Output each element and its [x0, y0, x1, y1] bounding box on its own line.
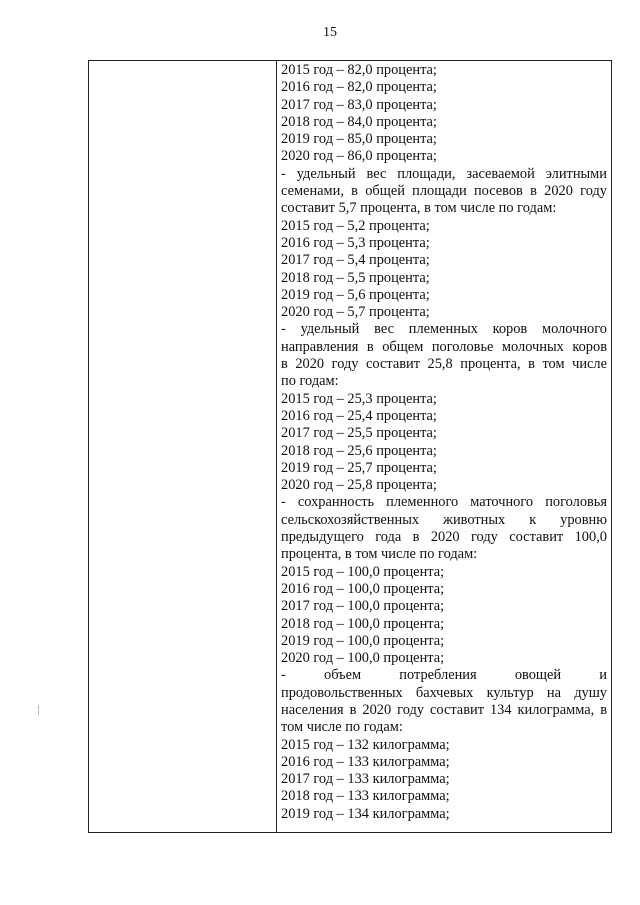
text-line: 2017 год – 100,0 процента;	[281, 598, 445, 615]
text-line: 2015 год – 82,0 процента;	[281, 62, 437, 78]
text-line: 2016 год – 133 килограмма;	[281, 753, 450, 770]
text-line: 2016 год – 100,0 процента;	[281, 580, 445, 597]
document-table	[88, 60, 612, 833]
text-line: - удельный вес племенных коров молочного	[281, 321, 607, 338]
text-line: населения в 2020 году составит 134 килограмма, в	[281, 701, 607, 718]
text-line: 2018 год – 25,6 процента;	[281, 442, 437, 459]
text-line: направления в общем поголовье молочных коров	[281, 338, 607, 355]
text-line: 2017 год – 5,4 процента;	[281, 252, 430, 269]
page-number: 15	[323, 25, 337, 40]
text-line: 2017 год – 25,5 процента;	[281, 425, 437, 442]
scan-margin-mark	[38, 705, 39, 715]
text-line: 2015 год – 25,3 процента;	[281, 390, 437, 407]
text-line: 2018 год – 133 килограмма;	[281, 788, 450, 805]
text-line: 2016 год – 82,0 процента;	[281, 79, 437, 96]
text-line: 2015 год – 5,2 процента;	[281, 217, 430, 234]
text-line: 2020 год – 100,0 процента;	[281, 650, 445, 667]
text-line: 2019 год – 5,6 процента;	[281, 286, 430, 303]
text-line: 2017 год – 133 килограмма;	[281, 771, 450, 788]
text-line: 2018 год – 5,5 процента;	[281, 269, 430, 286]
text-line: 2016 год – 5,3 процента;	[281, 234, 430, 251]
text-line: процента, в том числе по годам:	[281, 546, 478, 563]
text-line: том числе по годам:	[281, 719, 403, 736]
text-line: 2018 год – 100,0 процента;	[281, 615, 445, 632]
table-left-cell	[89, 61, 277, 832]
text-line: предыдущего года в 2020 году составит 100,0	[281, 529, 607, 546]
text-line: семенами, в общей площади посевов в 2020 году	[281, 183, 607, 200]
text-line: 2019 год – 134 килограмма;	[281, 805, 450, 822]
text-line: 2015 год – 132 килограмма;	[281, 736, 450, 753]
text-line: 2019 год – 85,0 процента;	[281, 131, 437, 148]
text-line: 2015 год – 100,0 процента;	[281, 563, 445, 580]
text-line: 2019 год – 100,0 процента;	[281, 632, 445, 649]
text-line: 2018 год – 84,0 процента;	[281, 113, 437, 130]
text-line: 2017 год – 83,0 процента;	[281, 96, 437, 113]
text-line: по годам:	[281, 373, 339, 390]
text-line: 2020 год – 25,8 процента;	[281, 477, 437, 494]
text-line: 2020 год – 5,7 процента;	[281, 304, 430, 321]
table-right-cell	[277, 61, 611, 832]
text-line: - сохранность племенного маточного поголовья	[281, 494, 607, 511]
text-line: в 2020 году составит 25,8 процента, в том числе	[281, 356, 607, 373]
text-line: продовольственных бахчевых культур на душу	[281, 684, 607, 701]
text-line: сельскохозяйственных животных к уровню	[281, 511, 607, 528]
text-line: составит 5,7 процента, в том числе по годам:	[281, 200, 557, 217]
text-line: - объем потребления овощей и	[281, 667, 607, 684]
text-line: - удельный вес площади, засеваемой элитными	[281, 165, 607, 182]
text-line: 2020 год – 86,0 процента;	[281, 148, 437, 165]
text-line: 2019 год – 25,7 процента;	[281, 459, 437, 476]
text-line: 2016 год – 25,4 процента;	[281, 407, 437, 424]
